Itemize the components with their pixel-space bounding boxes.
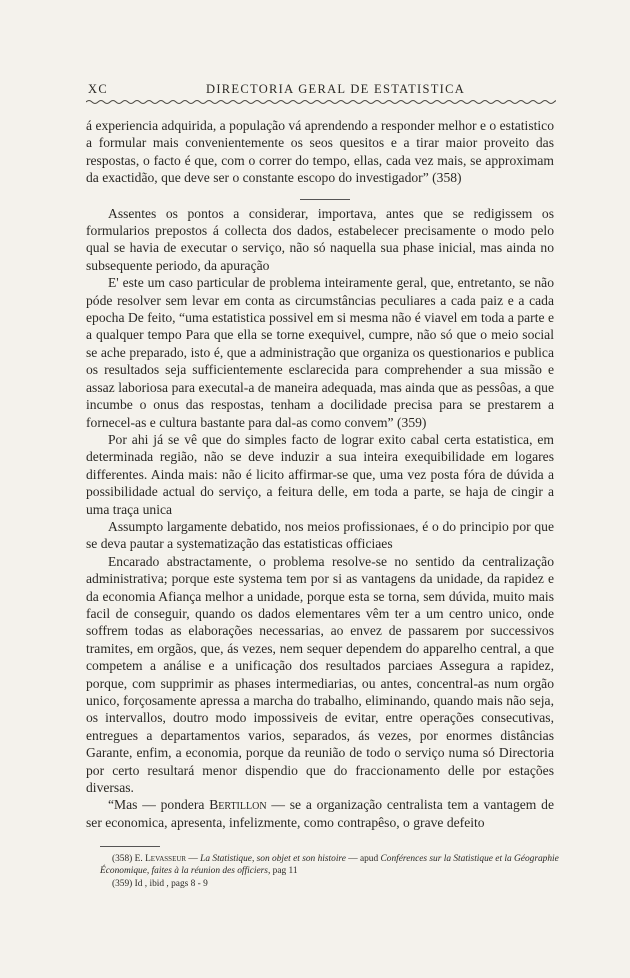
footnote-358: (358) E. Levasseur — La Statistique, son objet et son histoire — apud Conférences sur la Statistique et la Géographie Économique, faites à la réunion des officiers, pag 11 [100,854,559,876]
quote-lead: “Mas — pondera [108,797,210,813]
paragraph: Assentes os pontos a considerar, importava, antes que se redigissem os formularios prepostos á collecta dos dados, estabelecer precisamente o modo pelo qual se havia de executar o serviço, não só naquella sua phase inicial, mas ainda no subsequente periodo, da apuração [86,205,554,273]
page-number: XC [88,82,108,96]
paragraph: Encarado abstractamente, o problema resolve-se no sentido da centralização administrativa; porque este systema tem por si as vantagens da unidade, da rapidez e da economia Afiança melhor a unidade, porque esta se torna, sem dúvida, muito mais facil de conseguir, quando os dados elementares vêm ter a um centro unico, onde soffrem todas as elaborações necessarias, ao envez de passarem por successivos tramites, em orgãos, que, ás vezes, nem sequer dependem do apparelho central, a que competem a análise e a unificação dos resultados parciaes Assegura a rapidez, porque, com supprimir as phases intermediarias, ou antes, concentral-as num orgão unico, forçosamente apressa a marcha do trabalho, eliminando, quando mais não seja, os intervallos, doutro modo impossiveis de evitar, entre operações consecutivas, entregues a departamentos varios, separados, ás vezes, por enormes distâncias Garante, enfim, a economia, porque da reunião de todo o serviço numa só Directoria por certo resultará menor dispendio que do fraccionamento delle por estações diversas. [86,553,554,796]
header-wavy-rule [86,98,556,106]
paragraph: Assumpto largamente debatido, nos meios profissionaes, é o do principio por que se deva pautar a systematização das estatisticas officiaes [86,518,554,552]
paragraph-last [86,796,554,831]
footnote-source: Conférences sur la Statistique et la Géographie Économique, faites à la réunion des officiers, [100,854,559,876]
footnote-title: La Statistique, son objet et son histoire [200,854,346,864]
footnote-359: (359) Id , ibid , pags 8 - 9 [112,879,208,889]
section-separator [300,199,350,200]
footnotes [100,853,560,890]
footnote-author: Levasseur [145,854,187,864]
footnote-rule [100,846,160,847]
main-text [86,117,554,831]
paragraph: Por ahi já se vê que do simples facto de lograr exito cabal certa estatistica, em determinada região, não se deve induzir a sua inteira exequibilidade em logares differentes. Ainda mais: não é licito affirmar-se que, uma vez posta fóra de dúvida a possibilidade actual do serviço, a feitura delle, em toda a parte, se haja de cingir a uma traça unica [86,431,554,517]
quote-rest: — se a organização centralista tem a vantagem de ser economica, apresenta, infelizmente, como contrapêso, o grave defeito [86,797,554,830]
paragraph: E' este um caso particular de problema inteiramente geral, que, entretanto, se não póde resolver sem levar em conta as circumstâncias peculiares a cada paiz e a cada epocha De feito, “uma estatistica possivel em si mesma não é viavel em toda a parte e a qualquer tempo Para que ella se torne exequivel, cumpre, não só que o meio social se ache preparado, isto é, que a administração que organiza os questionarios e publica os resultados seja sufficientemente esclarecida para comprehender a sua missão e assaz laboriosa para executal-a de maneira adequada, mas ainda que as pessôas, a que incumbe o onus das respostas, tenham a docilidade precisa para se prestarem a fornecel-as e cultura bastante para dal-as como convem” (359) [86,275,554,430]
running-title: DIRECTORIA GERAL DE ESTATISTICA [206,82,466,96]
paragraph-continued: á experiencia adquirida, a população vá aprendendo a responder melhor e o estatistico a formular mais convenientemente os seos quesitos e a tirar maior proveito das respostas, o facto é que, com o correr do tempo, ellas, cada vez mais, se approximam da exactidão, que deve ser o constante escopo do investigador” (358) [86,118,554,186]
author-name: Bertillon [209,797,267,813]
